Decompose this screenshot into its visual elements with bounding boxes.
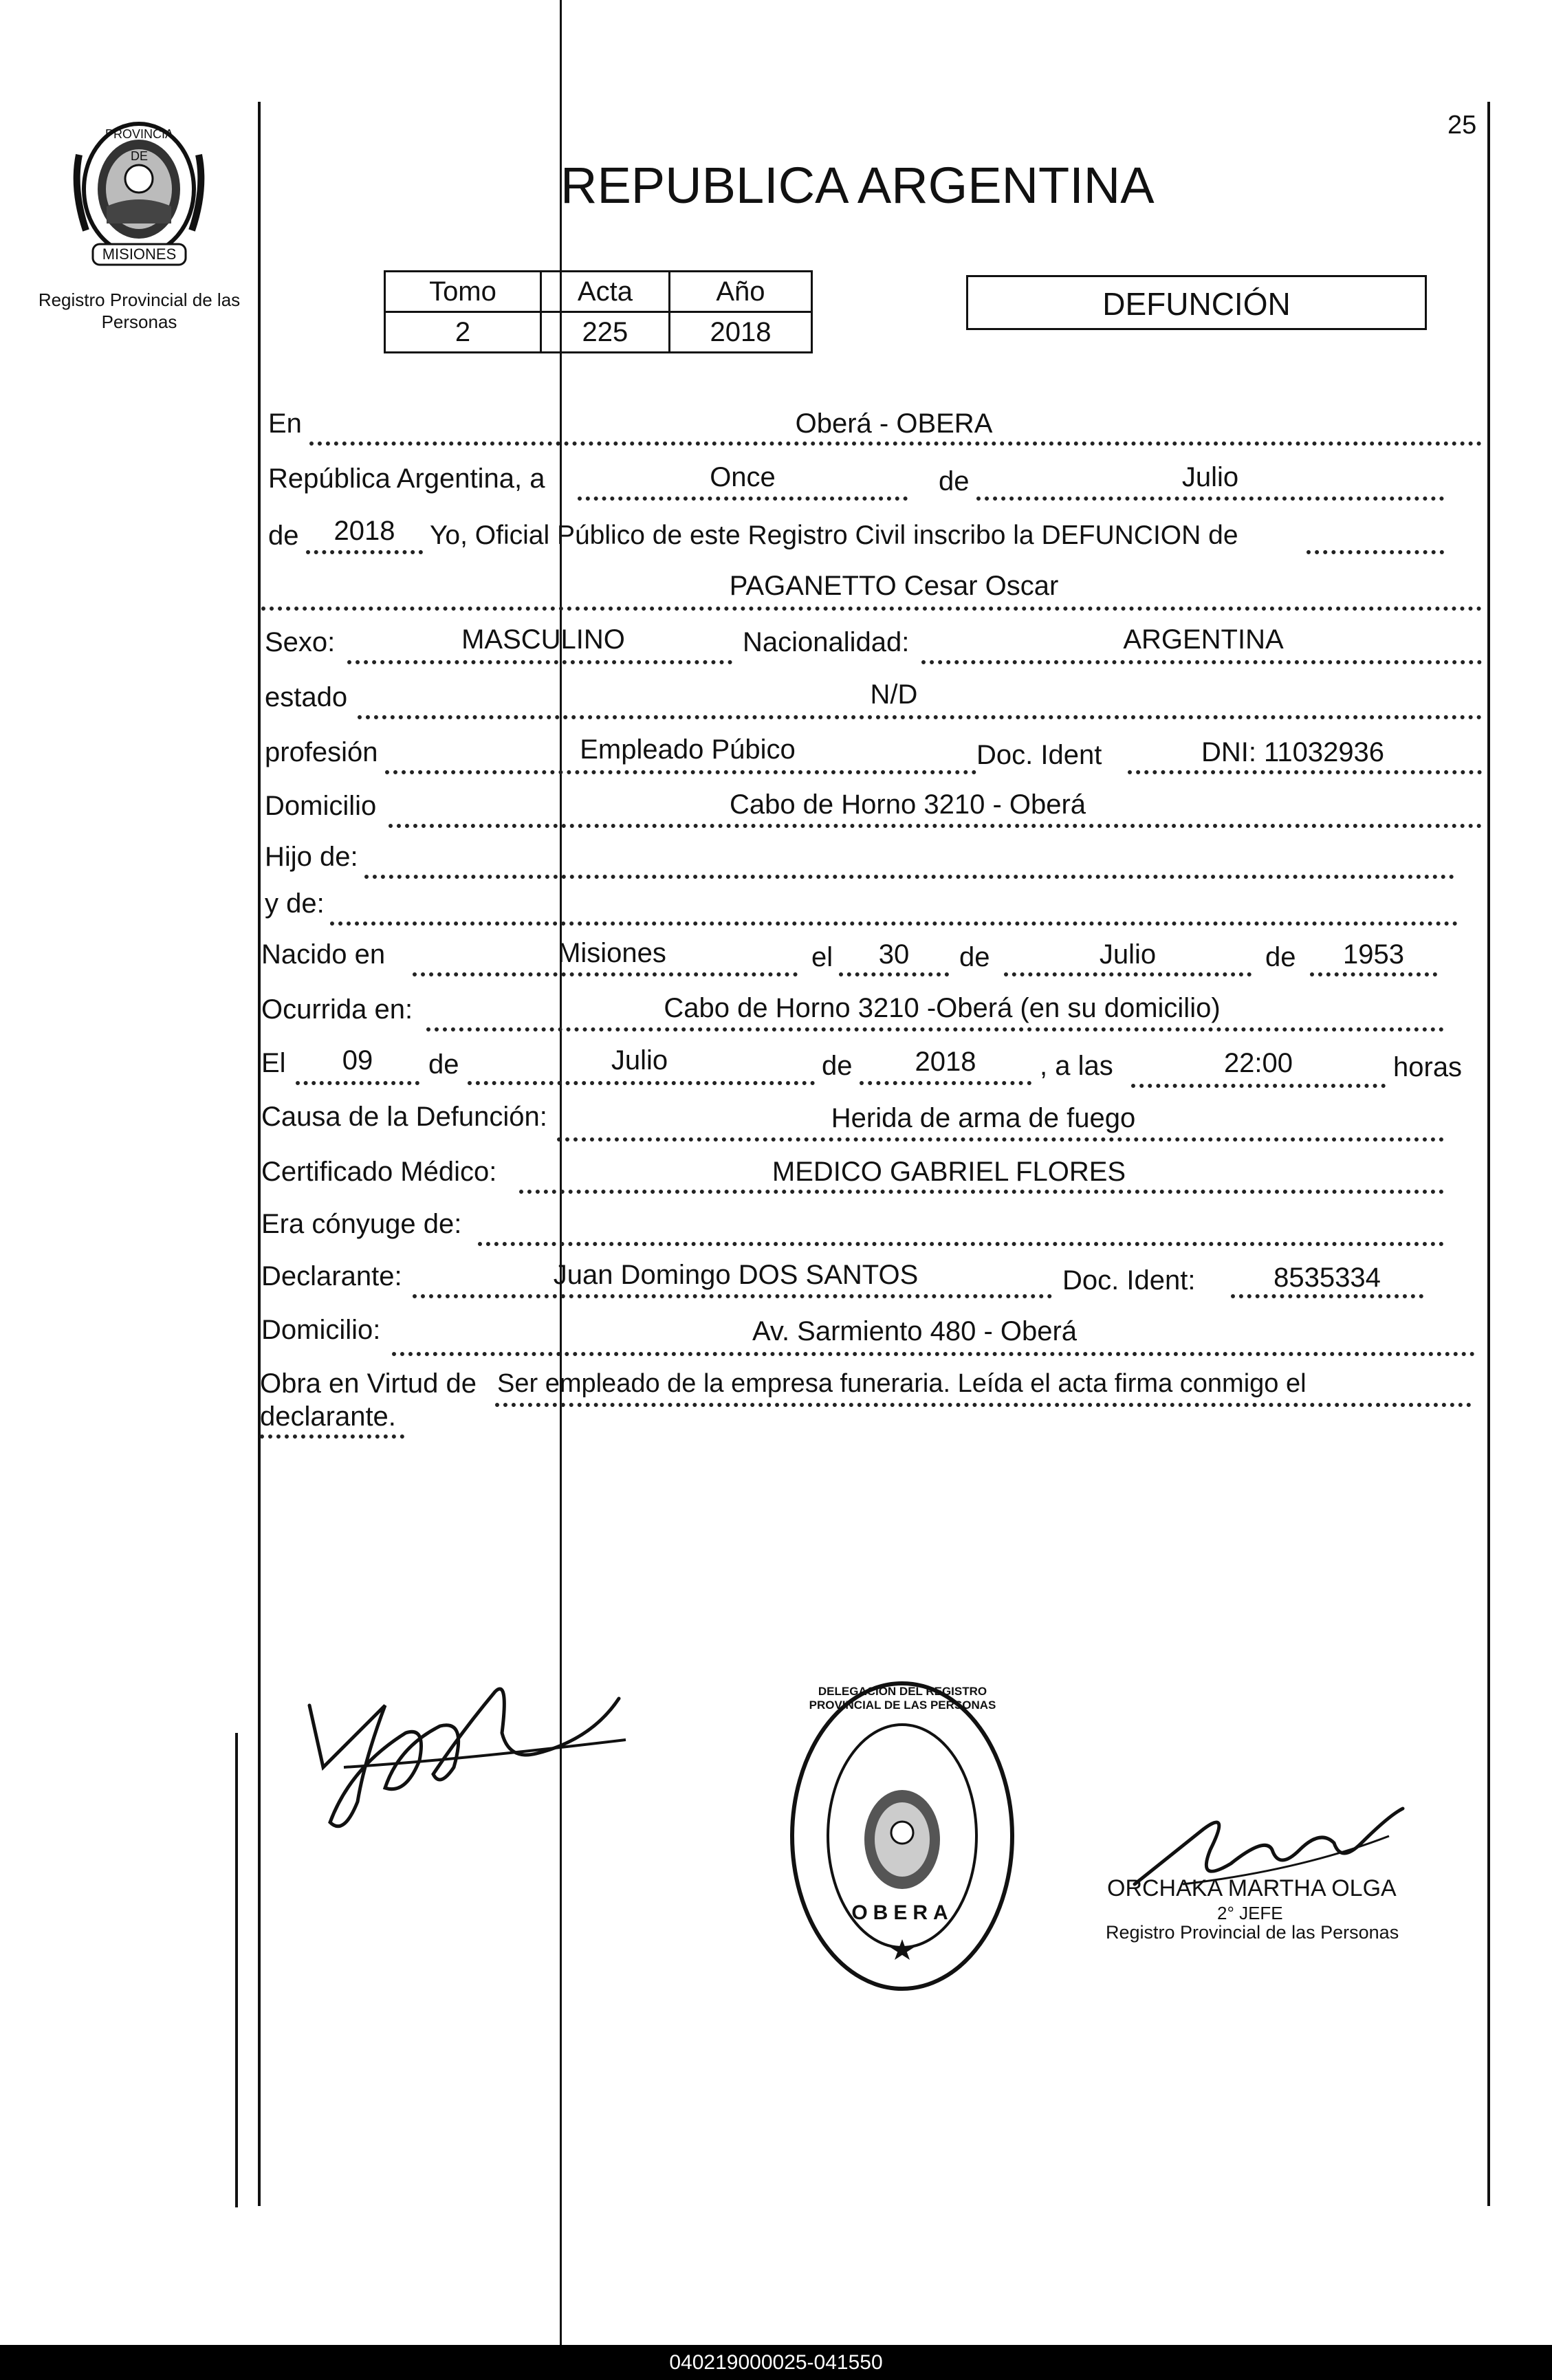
declarante-label: Declarante:: [261, 1261, 402, 1291]
certificado-value: MEDICO GABRIEL FLORES: [772, 1157, 1126, 1187]
el-label-2: El: [261, 1048, 286, 1078]
nombre-value: PAGANETTO Cesar Oscar: [729, 571, 1059, 601]
yo-text: Yo, Oficial Público de este Registro Civil inscribo la DEFUNCION de: [430, 521, 1238, 550]
tomo-header: Tomo: [385, 272, 541, 312]
def-mes: Julio: [611, 1045, 668, 1076]
def-dia-dots: [296, 1081, 419, 1085]
certificado-label: Certificado Médico:: [261, 1157, 497, 1187]
right-margin-line: [1487, 102, 1490, 2206]
doc-type: DEFUNCIÓN: [1102, 286, 1291, 322]
declarante-value: Juan Domingo DOS SANTOS: [553, 1260, 919, 1290]
nacido-dots: [413, 972, 798, 976]
declarante-signature-icon: [303, 1664, 633, 1843]
profesion-label: profesión: [265, 737, 378, 767]
nacionalidad-value: ARGENTINA: [1123, 624, 1284, 655]
de-label-2: de: [268, 521, 299, 551]
dia-value: Once: [710, 462, 776, 492]
sexo-label: Sexo:: [265, 627, 336, 657]
obra-text-1: Ser empleado de la empresa funeraria. Leída el acta firma conmigo el: [497, 1369, 1307, 1398]
nac-mes: Julio: [1099, 939, 1157, 970]
doc-type-box: [966, 275, 1427, 330]
obra-label: Obra en Virtud de: [260, 1368, 477, 1399]
nacionalidad-label: Nacionalidad:: [743, 627, 910, 657]
causa-label: Causa de la Defunción:: [261, 1102, 547, 1132]
seal-ring-text: DELEGACION DEL REGISTRO PROVINCIAL DE LAS PERSONAS: [809, 1685, 996, 1712]
def-mes-dots: [468, 1081, 815, 1085]
nacido-value: Misiones: [558, 938, 666, 968]
doc-ident-label-2: Doc. Ident:: [1062, 1265, 1196, 1296]
de-label-5: de: [428, 1049, 459, 1080]
nacionalidad-dots: [921, 660, 1482, 664]
obra-dots: [495, 1403, 1472, 1407]
seal-city: OBERA: [851, 1901, 954, 1924]
causa-value: Herida de arma de fuego: [831, 1103, 1136, 1133]
republica-label: República Argentina, a: [268, 463, 545, 494]
domicilio-label: Domicilio: [265, 791, 377, 821]
profesion-dots: [385, 770, 976, 774]
left-margin-line-lower: [235, 1733, 238, 2207]
def-hora: 22:00: [1223, 1048, 1293, 1078]
nombre-dots: [261, 607, 1482, 611]
nac-dia-dots: [839, 972, 949, 976]
anio-value: 2018: [334, 516, 395, 546]
mes-dots: [976, 496, 1444, 501]
causa-dots: [557, 1137, 1444, 1142]
nacido-label: Nacido en: [261, 939, 386, 970]
record-table-values: [385, 312, 812, 353]
de-label-6: de: [822, 1051, 853, 1081]
left-margin-line: [258, 102, 261, 2206]
de-label-4: de: [1265, 942, 1296, 972]
nac-mes-dots: [1004, 972, 1252, 976]
def-hora-dots: [1131, 1084, 1386, 1088]
hijo-label: Hijo de:: [265, 842, 358, 872]
def-anio: 2018: [915, 1047, 976, 1077]
doc-ident-value: DNI: 11032936: [1201, 737, 1385, 767]
doc-ident-label: Doc. Ident: [976, 740, 1102, 770]
crest-text-top: PROVINCIA DE: [105, 127, 174, 163]
tomo-value: 2: [385, 312, 541, 353]
de-label: de: [939, 466, 970, 496]
sexo-dots: [347, 660, 732, 664]
declarante-dots: [413, 1294, 1052, 1298]
domicilio-dots: [389, 824, 1482, 828]
domicilio2-dots: [392, 1352, 1475, 1356]
ocurrida-label: Ocurrida en:: [261, 994, 413, 1025]
doc-ident-dots: [1128, 770, 1482, 774]
estado-dots: [358, 715, 1482, 719]
official-office: Registro Provincial de las Personas: [1106, 1922, 1399, 1943]
page-number: 25: [1447, 111, 1477, 140]
declarante-doc: 8535334: [1274, 1263, 1381, 1293]
dia-dots: [578, 496, 908, 501]
domicilio-value: Cabo de Horno 3210 - Oberá: [729, 789, 1086, 820]
crest-text-bottom: MISIONES: [102, 245, 177, 263]
anio-dots: [306, 550, 423, 554]
official-role: 2° JEFE: [1217, 1903, 1283, 1923]
sexo-value: MASCULINO: [461, 624, 625, 655]
nac-anio-dots: [1310, 972, 1437, 976]
footer-code: 040219000025-041550: [0, 2345, 1552, 2380]
nac-anio: 1953: [1343, 939, 1404, 970]
ocurrida-dots: [426, 1027, 1444, 1031]
record-table-header: [385, 272, 812, 312]
estado-value: N/D: [870, 679, 918, 710]
obra-dots-2: [260, 1434, 404, 1439]
conyuge-label: Era cónyuge de:: [261, 1209, 462, 1239]
seal-emblem-icon: [787, 1678, 1018, 1994]
de-label-3: de: [959, 942, 990, 972]
ocurrida-value: Cabo de Horno 3210 -Oberá (en su domicilio): [664, 993, 1221, 1023]
declarante-doc-dots: [1231, 1294, 1423, 1298]
el-label: el: [811, 942, 833, 972]
anio-value: 2018: [669, 312, 811, 353]
estado-label: estado: [265, 682, 348, 712]
nac-dia: 30: [878, 939, 910, 970]
province-crest: [65, 113, 213, 268]
official-name: ORCHAKA MARTHA OLGA: [1107, 1875, 1397, 1901]
domicilio2-value: Av. Sarmiento 480 - Oberá: [752, 1316, 1078, 1346]
en-dots: [309, 441, 1482, 446]
yde-dots: [330, 921, 1458, 926]
certificado-dots: [519, 1190, 1444, 1194]
en-value: Oberá - OBERA: [795, 408, 993, 439]
en-label: En: [268, 408, 302, 439]
profesion-value: Empleado Púbico: [580, 734, 796, 765]
page-title: REPUBLICA ARGENTINA: [560, 157, 1155, 214]
hijo-dots: [364, 875, 1454, 879]
anio-header: Año: [669, 272, 811, 312]
yde-label: y de:: [265, 888, 325, 919]
registry-name: Registro Provincial de las Personas: [38, 290, 241, 332]
conyuge-dots: [478, 1242, 1444, 1246]
yo-dots: [1307, 550, 1444, 554]
obra-text-2: declarante.: [260, 1401, 396, 1432]
acta-header: Acta: [540, 272, 669, 312]
domicilio2-label: Domicilio:: [261, 1315, 381, 1345]
horas-label: horas: [1393, 1052, 1463, 1082]
acta-value: 225: [540, 312, 669, 353]
alas-label: , a las: [1040, 1051, 1113, 1081]
delegation-seal: [787, 1678, 1018, 1994]
def-dia: 09: [342, 1045, 373, 1076]
def-anio-dots: [860, 1081, 1031, 1085]
record-table: [384, 270, 813, 353]
mes-value: Julio: [1181, 462, 1239, 492]
